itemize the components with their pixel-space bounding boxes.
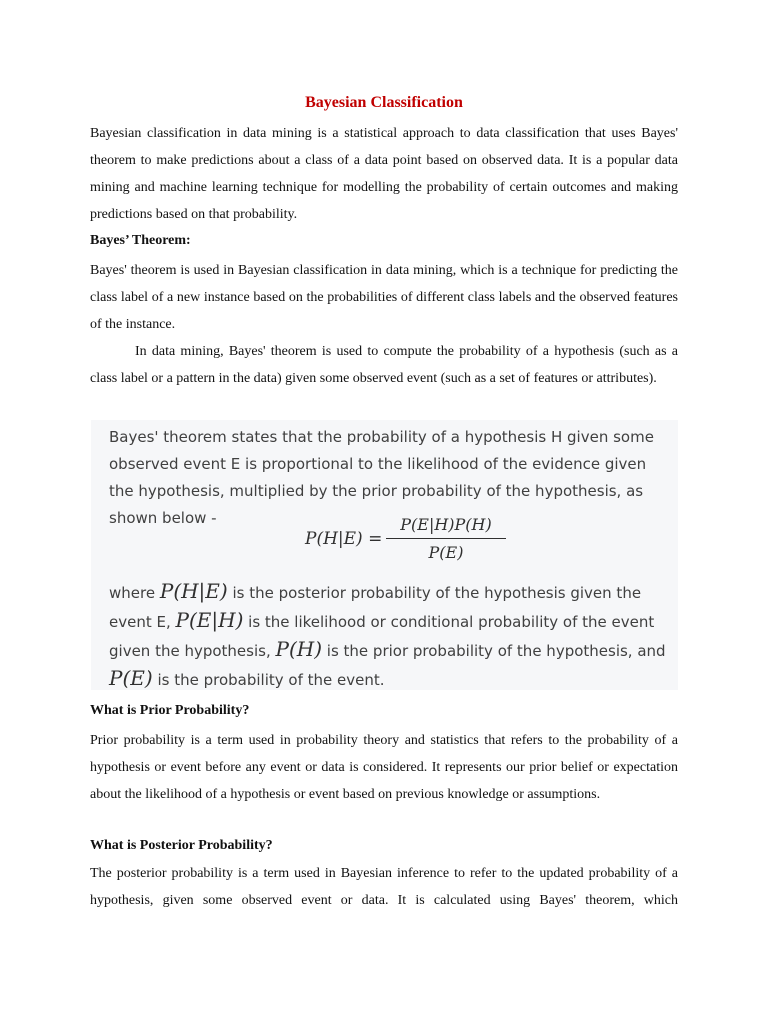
- bayes-theorem-heading: Bayes’ Theorem:: [90, 233, 191, 248]
- fraction-bar: [386, 538, 506, 539]
- theorem-statement: Bayes' theorem states that the probability of a hypothesis H given some observed event E is proportional to the likelihood of the evidence given the hypothesis, multiplied by the prior probability of the hypothesis, as shown below -: [109, 428, 654, 527]
- prior-probability-heading: What is Prior Probability?: [90, 703, 250, 718]
- document-title: Bayesian Classification: [305, 94, 463, 111]
- where-text-3: is the likelihood or conditional probability of the event given the hypothesis,: [109, 613, 655, 660]
- posterior-symbol: P(H|E): [159, 579, 228, 603]
- formula-fraction: [386, 514, 506, 564]
- prior-symbol: P(H): [275, 637, 323, 661]
- where-text-2: is the posterior probability of the hypothesis given the event E,: [109, 584, 642, 631]
- posterior-probability-paragraph: The posterior probability is a term used in Bayesian inference to refer to the updated probability of a hypothesis, given some observed event or data. It is calculated using Bayes' theorem, which: [90, 866, 678, 908]
- formula-denominator: P(E): [428, 543, 464, 562]
- bayes-paragraph-1: Bayes' theorem is used in Bayesian classification in data mining, which is a technique for predicting the class label of a new instance based on the probabilities of different class labels and the observed features of the instance.: [90, 263, 678, 332]
- where-text-1: where: [109, 584, 156, 602]
- likelihood-symbol: P(E|H): [175, 608, 244, 632]
- posterior-probability-heading: What is Posterior Probability?: [90, 838, 273, 853]
- prior-probability-paragraph: Prior probability is a term used in probability theory and statistics that refers to the probability of a hypothesis or event before any event or data is considered. It represents our prior belief or expectation about the likelihood of a hypothesis or event based on previous knowledge or assumptions.: [90, 733, 678, 802]
- bayes-theorem-callout: [91, 420, 678, 690]
- formula-lhs: P(H|E) =: [305, 529, 383, 549]
- where-text-5: is the probability of the event.: [157, 671, 385, 689]
- bayes-formula: [91, 514, 678, 570]
- where-text-4: is the prior probability of the hypothesis, and: [326, 642, 666, 660]
- theorem-explanation: [109, 578, 669, 694]
- evidence-symbol: P(E): [109, 666, 153, 690]
- formula-numerator: P(E|H)P(H): [400, 515, 492, 534]
- bayes-paragraph-2: In data mining, Bayes' theorem is used to compute the probability of a hypothesis (such as a class label or a pattern in the data) given some observed event (such as a set of features or attributes).: [90, 344, 678, 386]
- intro-paragraph: Bayesian classification in data mining is a statistical approach to data classification that uses Bayes' theorem to make predictions about a class of a data point based on observed data. It is a popular data mining and machine learning technique for modelling the probability of certain outcomes and making predictions based on that probability.: [90, 126, 678, 222]
